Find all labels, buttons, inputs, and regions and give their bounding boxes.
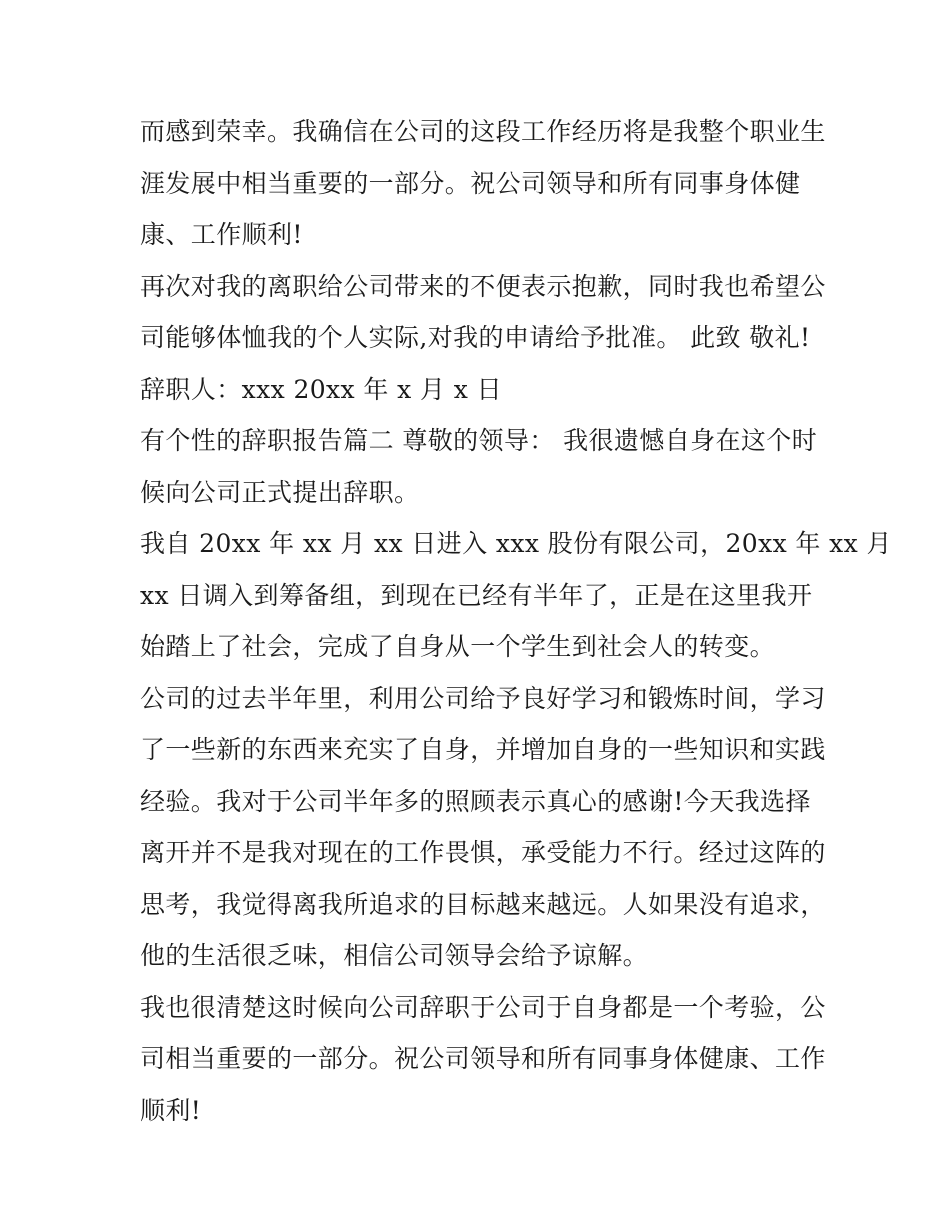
text-line: 离开并不是我对现在的工作畏惧，承受能力不行。经过这阵的 bbox=[140, 838, 826, 867]
text-line: 司相当重要的一部分。祝公司领导和所有同事身体健康、工作 bbox=[140, 1044, 826, 1073]
text-line: 思考，我觉得离我所追求的目标越来越远。人如果没有追求， bbox=[140, 889, 826, 919]
text-line: 我也很清楚这时候向公司辞职于公司于自身都是一个考验，公 bbox=[140, 992, 826, 1022]
text-line: 我自 20xx 年 xx 月 xx 日进入 xxx 股份有限公司，20xx 年 xx 月 bbox=[140, 529, 892, 558]
text-line: 经验。我对于公司半年多的照顾表示真心的感谢!今天我选择 bbox=[140, 786, 811, 816]
paragraph-apology bbox=[140, 261, 826, 364]
text-line: 辞职人：xxx 20xx 年 x 月 x 日 bbox=[140, 374, 502, 404]
text-line: 了一些新的东西来充实了自身，并增加自身的一些知识和实践 bbox=[140, 735, 826, 764]
text-line: 再次对我的离职给公司带来的不便表示抱歉，同时我也希望公 bbox=[140, 271, 826, 301]
document-body bbox=[140, 106, 892, 1136]
paragraph-employment-history bbox=[140, 518, 892, 673]
text-line: 候向公司正式提出辞职。 bbox=[140, 477, 420, 507]
paragraph-closing-thanks bbox=[140, 106, 826, 261]
text-line: xx 日调入到筹备组，到现在已经有半年了，正是在这里我开 bbox=[140, 580, 813, 610]
text-line: 公司的过去半年里，利用公司给予良好学习和锻炼时间，学习 bbox=[140, 683, 826, 713]
text-line: 顺利! bbox=[140, 1095, 202, 1125]
paragraph-section-two-heading bbox=[140, 415, 816, 518]
paragraph-reflection bbox=[140, 673, 826, 982]
paragraph-final-wishes bbox=[140, 982, 826, 1137]
text-line: 康、工作顺利! bbox=[140, 220, 303, 249]
paragraph-signature bbox=[140, 364, 816, 416]
text-line: 司能够体恤我的个人实际,对我的申请给予批准。 此致 敬礼! bbox=[140, 323, 811, 352]
text-line: 他的生活很乏味，相信公司领导会给予谅解。 bbox=[140, 941, 649, 970]
text-line: 而感到荣幸。我确信在公司的这段工作经历将是我整个职业生 bbox=[140, 117, 826, 146]
text-line: 涯发展中相当重要的一部分。祝公司领导和所有同事身体健 bbox=[140, 168, 801, 198]
text-line: 始踏上了社会，完成了自身从一个学生到社会人的转变。 bbox=[140, 632, 776, 661]
text-line: 有个性的辞职报告篇二 尊敬的领导： 我很遗憾自身在这个时 bbox=[140, 426, 818, 455]
